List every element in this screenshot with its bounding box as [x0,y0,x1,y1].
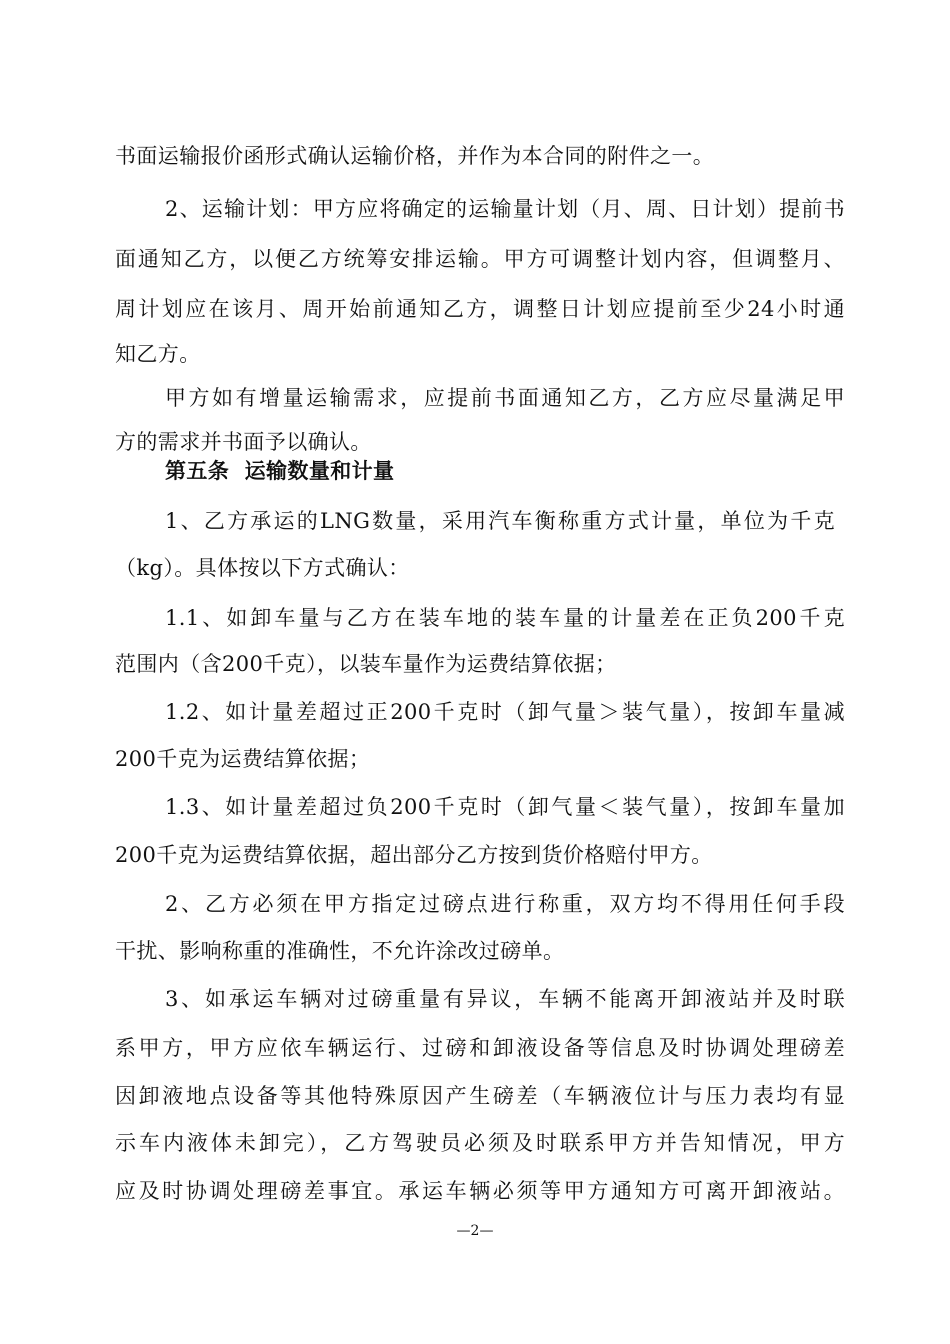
section-heading: 第五条 运输数量和计量 [165,459,395,483]
text-line: 3、如承运车辆对过磅重量有异议，车辆不能离开卸液站并及时联 [165,987,845,1011]
text-line: 2、运输计划：甲方应将确定的运输量计划（月、周、日计划）提前书 [165,197,845,221]
text-line: 因卸液地点设备等其他特殊原因产生磅差（车辆液位计与压力表均有显 [115,1084,845,1108]
text-line: 系甲方，甲方应依车辆运行、过磅和卸液设备等信息及时协调处理磅差 [115,1036,845,1060]
text-line: 1、乙方承运的LNG数量，采用汽车衡称重方式计量，单位为千克 [165,509,835,533]
page-number: —2— [456,1223,494,1239]
text-line: 面通知乙方，以便乙方统筹安排运输。甲方可调整计划内容，但调整月、 [115,247,845,271]
text-line: 甲方如有增量运输需求，应提前书面通知乙方，乙方应尽量满足甲 [165,386,845,410]
text-line: 1.3、如计量差超过负200千克时（卸气量＜装气量），按卸车量加 [165,795,845,819]
text-line: 书面运输报价函形式确认运输价格，并作为本合同的附件之一。 [115,144,715,168]
text-line: 周计划应在该月、周开始前通知乙方，调整日计划应提前至少24小时通 [115,297,845,321]
text-line: 2、乙方必须在甲方指定过磅点进行称重，双方均不得用任何手段 [165,892,845,916]
text-line: 方的需求并书面予以确认。 [115,430,372,454]
text-line: （kg）。具体按以下方式确认： [115,556,410,580]
text-line: 200千克为运费结算依据； [115,747,371,771]
text-line: 应及时协调处理磅差事宜。承运车辆必须等甲方通知方可离开卸液站。 [115,1179,845,1203]
text-line: 示车内液体未卸完），乙方驾驶员必须及时联系甲方并告知情况，甲方 [115,1131,845,1155]
text-line: 1.1、如卸车量与乙方在装车地的装车量的计量差在正负200千克 [165,606,845,630]
text-line: 200千克为运费结算依据，超出部分乙方按到货价格赔付甲方。 [115,843,713,867]
text-line: 范围内（含200千克），以装车量作为运费结算依据； [115,652,617,676]
text-line: 知乙方。 [115,342,201,366]
text-line: 干扰、影响称重的准确性，不允许涂改过磅单。 [115,939,565,963]
text-line: 1.2、如计量差超过正200千克时（卸气量＞装气量），按卸车量减 [165,700,845,724]
